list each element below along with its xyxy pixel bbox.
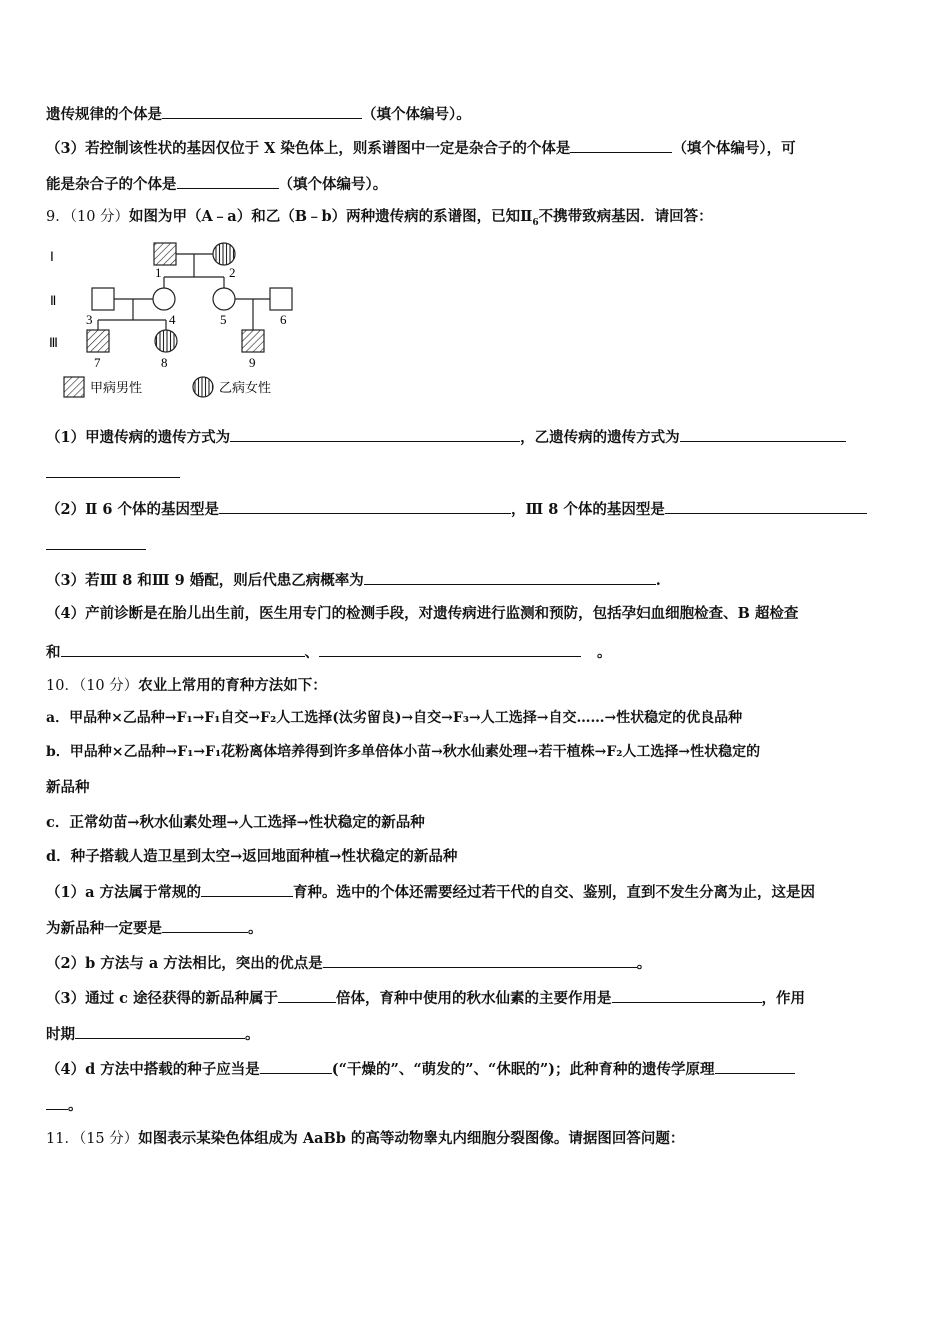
answer-blank[interactable]: [364, 569, 656, 585]
generation-label-2: Ⅱ: [50, 293, 57, 308]
individual-2: [213, 243, 235, 265]
answer-blank[interactable]: [46, 1094, 68, 1110]
text-line: [46, 1094, 83, 1116]
question-9-header: [46, 207, 713, 233]
text-line: [46, 917, 263, 939]
text-line: [46, 847, 457, 867]
answer-blank[interactable]: [230, 426, 520, 442]
answer-blank[interactable]: [323, 952, 637, 968]
text: 倍体，育种中使用的秋水仙素的主要作用是: [336, 990, 612, 1007]
label-9: 9: [249, 355, 256, 370]
legend-label-b: 乙病女性: [219, 380, 272, 395]
answer-blank[interactable]: [219, 498, 511, 514]
text: b．甲品种×乙品种→F₁→F₁花粉离体培养得到许多单倍体小苗→秋水仙素处理→若干植株→F₂人工选择→性状稳定的: [46, 744, 761, 760]
text: 、: [304, 644, 319, 661]
answer-blank[interactable]: [201, 881, 293, 897]
text: 。: [245, 1026, 260, 1043]
text-line: [46, 604, 798, 624]
text: 。: [636, 955, 652, 972]
individual-9: [242, 330, 264, 352]
text: .: [655, 572, 661, 589]
individual-1: [154, 243, 176, 265]
question-number: 10．（10 分）: [46, 678, 139, 694]
text-line: [46, 952, 651, 974]
text: ，乙遗传病的遗传方式为: [520, 429, 680, 446]
label-1: 1: [155, 265, 162, 280]
generation-label-1: Ⅰ: [50, 249, 54, 264]
text: （填个体编号），可: [672, 140, 796, 157]
subscript: 6: [532, 217, 539, 228]
text: 。: [68, 1097, 83, 1114]
text: （4）d 方法中搭载的种子应当是: [46, 1061, 260, 1078]
text: （1）a 方法属于常规的: [46, 884, 202, 901]
answer-blank[interactable]: [612, 987, 762, 1003]
text: 时期: [46, 1026, 75, 1043]
individual-3: [92, 288, 114, 310]
question-number: 9．（10 分）: [46, 209, 130, 225]
text: （3）通过 c 途径获得的新品种属于: [46, 990, 279, 1007]
text: 如图表示某染色体组成为 AaBb 的高等动物睾丸内细胞分裂图像。请据图回答问题：: [138, 1130, 685, 1147]
label-2: 2: [229, 265, 236, 280]
text: （填个体编号）。: [278, 176, 388, 193]
text-line: [46, 103, 471, 125]
text: （2）b 方法与 a 方法相比，突出的优点是: [46, 955, 323, 972]
text: （3）若Ⅲ 8 和Ⅲ 9 婚配，则后代患乙病概率为: [46, 572, 364, 589]
question-10-header: [46, 676, 327, 696]
text-line: [46, 987, 805, 1009]
text: ，作用: [761, 990, 806, 1007]
text-line: [46, 813, 425, 833]
text: 遗传规律的个体是: [46, 106, 162, 123]
text: 。: [248, 920, 263, 937]
label-3: 3: [86, 312, 93, 327]
answer-blank[interactable]: [162, 917, 248, 933]
text: 新品种: [46, 779, 90, 796]
text-line: [46, 778, 90, 798]
generation-label-3: Ⅲ: [49, 335, 58, 350]
text: （2）Ⅱ 6 个体的基因型是: [46, 501, 219, 518]
label-6: 6: [280, 312, 287, 327]
legend-square-icon: [64, 377, 84, 397]
answer-blank[interactable]: [319, 641, 581, 657]
answer-blank[interactable]: [715, 1058, 795, 1074]
text-line: [46, 498, 867, 520]
individual-6: [270, 288, 292, 310]
text: 如图为甲（A﹣a）和乙（B﹣b）两种遗传病的系谱图，已知Ⅱ: [129, 208, 533, 225]
answer-blank[interactable]: [61, 641, 305, 657]
individual-8: [155, 330, 177, 352]
individual-7: [87, 330, 109, 352]
text: 能是杂合子的个体是: [46, 176, 177, 193]
answer-blank[interactable]: [162, 103, 362, 119]
text: d．种子搭载人造卫星到太空→返回地面种植→性状稳定的新品种: [46, 848, 458, 865]
pedigree-chart: [40, 232, 310, 402]
text-line: [46, 173, 387, 195]
text: c．正常幼苗→秋水仙素处理→人工选择→性状稳定的新品种: [46, 814, 425, 831]
question-number: 11．（15 分）: [46, 1131, 139, 1147]
text: 和: [46, 644, 61, 661]
text: ，Ⅲ 8 个体的基因型是: [511, 501, 665, 518]
text-line: [46, 569, 661, 591]
text: (“干燥的”、“萌发的”、“休眠的”)；此种育种的遗传学原理: [331, 1061, 715, 1078]
text-line: [46, 426, 846, 448]
text-line: [46, 462, 180, 484]
text-line: [46, 1058, 795, 1080]
answer-blank[interactable]: [46, 534, 146, 550]
label-7: 7: [94, 355, 101, 370]
text: （填个体编号）。: [362, 106, 471, 123]
text-line: [46, 641, 612, 663]
text: 不携带致病基因．请回答：: [538, 208, 713, 225]
text: （4）产前诊断是在胎儿出生前，医生用专门的检测手段，对遗传病进行监测和预防，包括孕妇血细胞检查、B 超检查: [46, 605, 799, 622]
answer-blank[interactable]: [260, 1058, 332, 1074]
text-line: [46, 708, 742, 728]
text-line: [46, 881, 815, 903]
text-line: [46, 742, 760, 762]
individual-4: [153, 288, 175, 310]
answer-blank[interactable]: [680, 426, 846, 442]
answer-blank[interactable]: [278, 987, 336, 1003]
text-line: [46, 137, 796, 159]
label-4: 4: [169, 312, 176, 327]
label-5: 5: [220, 312, 227, 327]
answer-blank[interactable]: [665, 498, 867, 514]
text: 为新品种一定要是: [46, 920, 162, 937]
text: a．甲品种×乙品种→F₁→F₁自交→F₂人工选择(汰劣留良)→自交→F₃→人工选择→自交……→性状稳定的优良品种: [46, 710, 743, 726]
answer-blank[interactable]: [46, 462, 180, 478]
label-8: 8: [161, 355, 168, 370]
text: 育种。选中的个体还需要经过若干代的自交、鉴别，直到不发生分离为止，这是因: [293, 884, 816, 901]
individual-5: [213, 288, 235, 310]
text: 。: [597, 644, 612, 661]
text: （3）若控制该性状的基因仅位于 X 染色体上，则系谱图中一定是杂合子的个体是: [46, 140, 571, 157]
question-11-header: [46, 1129, 684, 1149]
legend-label-a: 甲病男性: [90, 380, 143, 395]
legend-circle-icon: [193, 377, 213, 397]
answer-blank[interactable]: [570, 137, 672, 153]
text: 农业上常用的育种方法如下：: [138, 677, 327, 694]
answer-blank[interactable]: [75, 1023, 245, 1039]
text-line: [46, 534, 146, 556]
text: （1）甲遗传病的遗传方式为: [46, 429, 231, 446]
answer-blank[interactable]: [177, 173, 279, 189]
text-line: [46, 1023, 260, 1045]
